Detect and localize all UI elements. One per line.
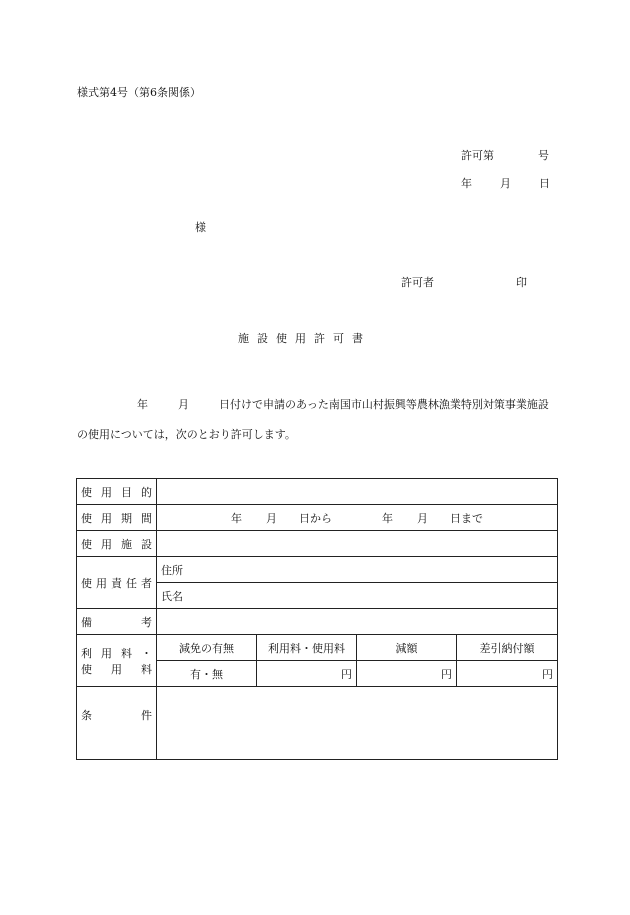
seal-mark: 印 xyxy=(516,276,527,289)
address-label: 住所 xyxy=(157,557,558,583)
conditions-row xyxy=(77,687,558,760)
document-title: 施設使用許可書 xyxy=(238,332,371,345)
addressee: 様 xyxy=(195,221,206,234)
period-year-to: 年 xyxy=(382,511,393,525)
form-number: 様式第4号（第6条関係） xyxy=(77,86,201,99)
remarks-row xyxy=(77,609,558,635)
fee-label xyxy=(77,635,157,687)
fee-header-reduction: 減額 xyxy=(357,635,457,661)
conditions-label: 条件 xyxy=(77,687,157,760)
period-month-to: 月 xyxy=(417,511,428,525)
facility-row xyxy=(77,531,558,557)
permit-number-prefix: 許可第 xyxy=(461,149,494,162)
date-day: 日 xyxy=(539,177,550,190)
fee-amount-yen: 円 xyxy=(257,661,357,687)
period-from: 日から xyxy=(299,511,332,525)
fee-label-line1: 利用料・ xyxy=(81,646,152,660)
facility-value xyxy=(157,531,558,557)
permit-details-table xyxy=(76,478,558,760)
fee-header-fee: 利用料・使用料 xyxy=(257,635,357,661)
responsible-label: 使用責任者 xyxy=(77,557,157,609)
name-label: 氏名 xyxy=(157,583,558,609)
fee-header-exemption: 減免の有無 xyxy=(157,635,257,661)
permit-number-suffix: 号 xyxy=(538,149,549,162)
period-value xyxy=(157,505,558,531)
period-year-from: 年 xyxy=(231,511,242,525)
body-text: 日付けで申請のあった南国市山村振興等農林漁業特別対策事業施設の使用については，次のとおり許可します。 xyxy=(77,398,549,441)
conditions-value xyxy=(157,687,558,760)
body-month: 月 xyxy=(178,398,189,411)
issuer-line xyxy=(401,274,527,290)
body-year: 年 xyxy=(137,398,148,411)
issuer-label: 許可者 xyxy=(401,276,434,289)
date-year: 年 xyxy=(461,177,472,190)
purpose-row xyxy=(77,479,558,505)
responsible-address-row xyxy=(77,557,558,583)
permit-number-line xyxy=(461,147,549,163)
reduction-amount-yen: 円 xyxy=(357,661,457,687)
date-month: 月 xyxy=(500,177,511,190)
exemption-value: 有・無 xyxy=(157,661,257,687)
issue-date-line xyxy=(461,175,550,191)
facility-label: 使用施設 xyxy=(77,531,157,557)
fee-header-row xyxy=(77,635,558,661)
fee-label-line2: 使用料 xyxy=(81,662,152,676)
period-month-from: 月 xyxy=(266,511,277,525)
purpose-value xyxy=(157,479,558,505)
period-until: 日まで xyxy=(450,511,483,525)
body-paragraph xyxy=(77,390,557,450)
remarks-value xyxy=(157,609,558,635)
purpose-label: 使用目的 xyxy=(77,479,157,505)
fee-header-payable: 差引納付額 xyxy=(457,635,558,661)
payable-amount-yen: 円 xyxy=(457,661,558,687)
remarks-label: 備考 xyxy=(77,609,157,635)
period-row xyxy=(77,505,558,531)
period-label: 使用期間 xyxy=(77,505,157,531)
